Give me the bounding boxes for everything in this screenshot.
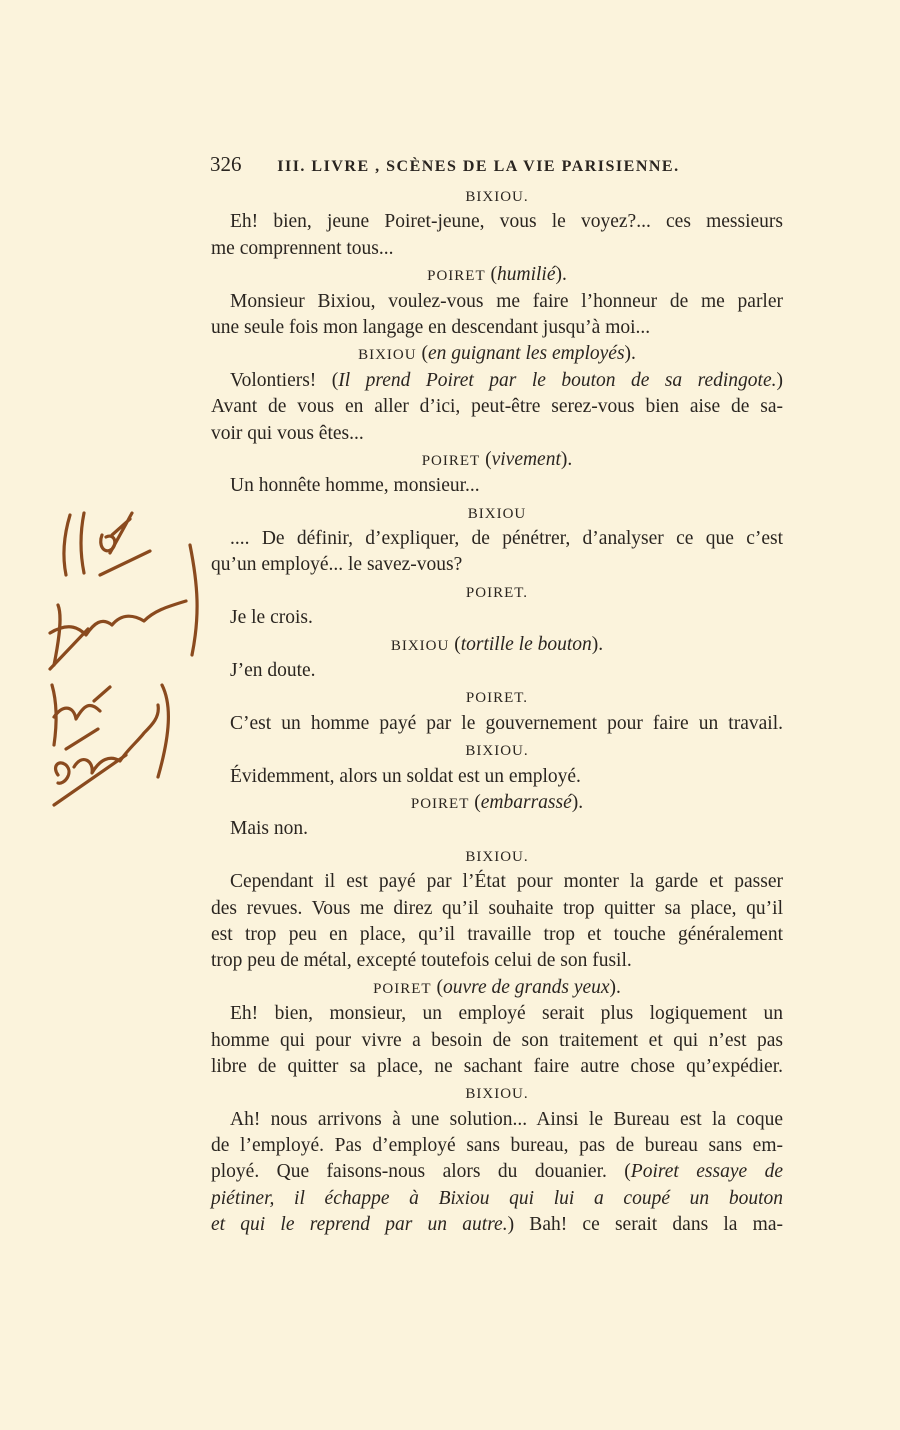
speaker-line: [211, 1080, 783, 1106]
text-line: Monsieur Bixiou, voulez-vous me faire l’honneur de me parler: [230, 290, 783, 312]
text-fragment: Volontiers! (: [230, 369, 339, 391]
text-line: piétiner, il échappe à Bixiou qui lui a coupé un bouton: [211, 1187, 783, 1209]
speaker-line: [211, 975, 783, 1001]
stage-paren-open: (: [469, 791, 481, 813]
text-line: J’en doute.: [230, 660, 316, 682]
text-line: Eh! bien, monsieur, un employé serait plus logiquement un: [230, 1003, 783, 1025]
speaker-line: [211, 341, 783, 367]
running-title: III. LIVRE , SCÈNES DE LA VIE PARISIENNE.: [277, 158, 680, 175]
text-line: voir qui vous êtes...: [211, 422, 364, 444]
speaker-name: BIXIOU: [467, 505, 527, 522]
speaker-name: POIRET: [410, 795, 470, 812]
text-line: Un honnête homme, monsieur...: [230, 475, 480, 497]
text-line: [211, 368, 783, 394]
stage-direction: en guignant les employés: [427, 343, 625, 365]
text-line: Évidemment, alors un soldat est un employé.: [230, 765, 581, 787]
speaker-line: [211, 632, 783, 658]
text-line: homme qui pour vivre a besoin de son traitement et qui n’est pas: [211, 1029, 783, 1051]
stage-direction: Poiret essaye de: [630, 1161, 783, 1183]
stage-paren-open: (: [431, 976, 443, 998]
stage-direction: humilié: [497, 264, 556, 286]
speaker-line: [211, 737, 783, 763]
text-fragment: ): [776, 369, 783, 391]
speaker-name: BIXIOU.: [465, 1086, 529, 1103]
speaker-line: [211, 684, 783, 710]
text-line: Mais non.: [230, 818, 308, 840]
stage-direction: Il prend Poiret par le bouton de sa redingote.: [338, 369, 777, 391]
text-line: Eh! bien, jeune Poiret-jeune, vous le voyez?... ces messieurs: [230, 211, 783, 233]
speaker-name: POIRET.: [465, 690, 529, 707]
speaker-line: [211, 843, 783, 869]
text-line: [211, 1159, 783, 1185]
stage-paren-close: ).: [555, 264, 567, 286]
text-line: Ah! nous arrivons à une solution... Ainsi le Bureau est la coque: [230, 1108, 783, 1130]
stage-direction: tortille le bouton: [460, 633, 592, 655]
stage-paren-close: ).: [571, 791, 584, 813]
text-line: qu’un employé... le savez-vous?: [211, 554, 463, 576]
stage-paren-close: ).: [591, 633, 604, 655]
stage-direction: embarrassé: [480, 791, 572, 813]
speaker-line: [211, 500, 783, 526]
stage-direction: vivement: [491, 448, 561, 470]
speaker-name: POIRET: [373, 980, 432, 997]
speaker-name: BIXIOU: [358, 347, 417, 364]
speaker-name: BIXIOU.: [465, 743, 529, 760]
speaker-line: [211, 183, 783, 209]
page-number: 326: [210, 152, 242, 176]
speaker-line: [211, 579, 783, 605]
stage-direction: ouvre de grands yeux: [442, 976, 610, 998]
text-line: Avant de vous en aller d’ici, peut-être serez-vous bien aise de sa-: [211, 396, 783, 418]
text-line: est trop peu en place, qu’il travaille trop et touche généralement: [211, 923, 783, 945]
text-line: libre de quitter sa place, ne sachant faire autre chose qu’expédier.: [211, 1055, 783, 1077]
speaker-name: BIXIOU.: [465, 189, 529, 205]
stage-paren-close: ).: [560, 448, 573, 470]
speaker-name: POIRET.: [465, 584, 529, 601]
text-line: de l’employé. Pas d’employé sans bureau, pas de bureau sans em-: [211, 1135, 783, 1157]
speaker-name: BIXIOU.: [465, 848, 529, 865]
text-line: me comprennent tous...: [211, 237, 394, 259]
text-line: [211, 1212, 783, 1238]
stage-paren-open: (: [416, 343, 428, 365]
text-fragment: ployé. Que faisons-nous alors du douanier. (: [211, 1161, 631, 1183]
dialogue-text: [211, 183, 783, 1239]
text-fragment: ) Bah! ce serait dans la ma-: [507, 1214, 783, 1236]
stage-paren-close: ).: [624, 343, 636, 365]
text-line: Je le crois.: [230, 607, 313, 629]
text-line: C’est un homme payé par le gouvernement pour faire un travail.: [230, 712, 783, 734]
speaker-line: [211, 262, 783, 288]
running-header: [210, 152, 785, 177]
stage-paren-open: (: [480, 448, 492, 470]
handwritten-margin-note: [40, 505, 200, 835]
stage-direction: et qui le reprend par un autre.: [211, 1214, 508, 1236]
stage-paren-open: (: [485, 264, 497, 286]
speaker-line: [211, 447, 783, 473]
text-line: des revues. Vous me direz qu’il souhaite trop quitter sa place, qu’il: [211, 897, 783, 919]
speaker-name: POIRET: [421, 452, 481, 469]
text-line: trop peu de métal, excepté toutefois celui de son fusil.: [211, 950, 632, 972]
text-line: une seule fois mon langage en descendant jusqu’à moi...: [211, 316, 651, 338]
speaker-name: POIRET: [427, 268, 486, 285]
speaker-name: BIXIOU: [390, 637, 450, 654]
speaker-line: [211, 790, 783, 816]
stage-paren-close: ).: [609, 976, 621, 998]
text-line: .... De définir, d’expliquer, de pénétrer, d’analyser ce que c’est: [230, 528, 783, 550]
text-line: Cependant il est payé par l’État pour monter la garde et passer: [230, 871, 783, 893]
stage-paren-open: (: [449, 633, 461, 655]
